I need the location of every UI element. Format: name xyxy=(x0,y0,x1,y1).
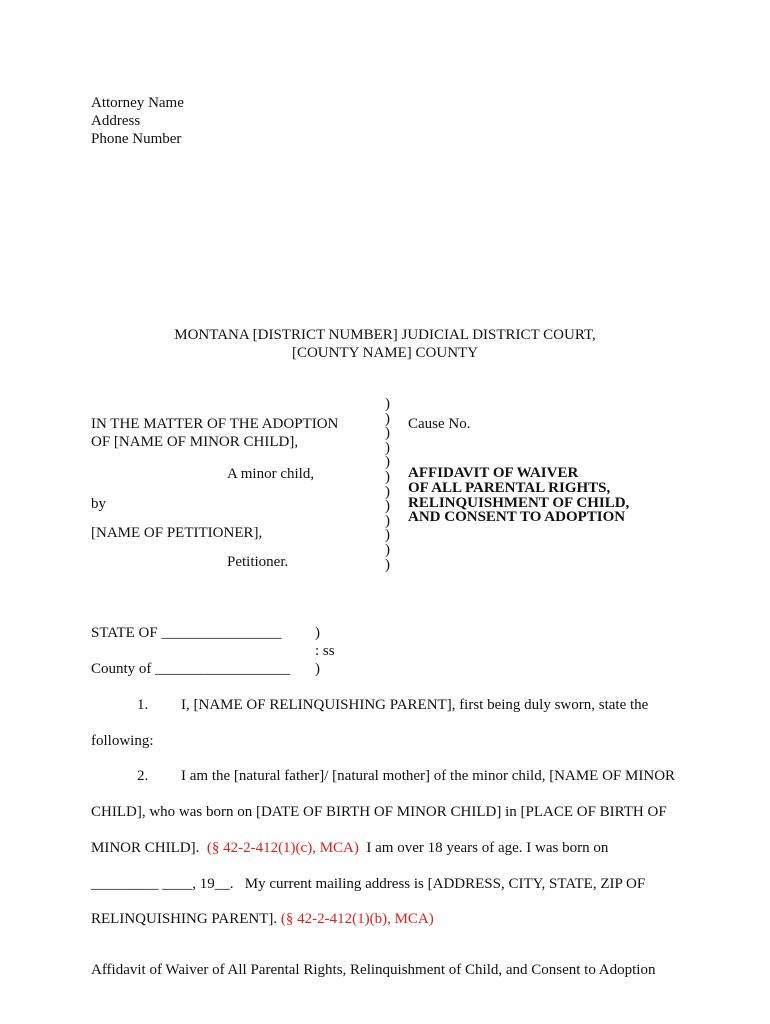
affidavit-title-line2: OF ALL PARENTAL RIGHTS, xyxy=(408,480,611,496)
attorney-name: Attorney Name xyxy=(91,95,184,111)
paragraph-2-line5 xyxy=(91,911,434,928)
caption-divider: ) ) ) ) ) ) ) ) ) ) ) ) xyxy=(385,396,390,573)
paragraph-2-line2: CHILD], who was born on [DATE OF BIRTH OF MINOR CHILD] in [PLACE OF BIRTH OF xyxy=(91,804,667,820)
paragraph-1-line2: following: xyxy=(91,733,154,749)
matter-line1: IN THE MATTER OF THE ADOPTION xyxy=(91,416,339,432)
paragraph-2-line4: _________ ____, 19__. My current mailing address is [ADDRESS, CITY, STATE, ZIP OF xyxy=(91,876,646,892)
venue-paren-bottom: ) xyxy=(315,661,320,677)
attorney-phone: Phone Number xyxy=(91,131,182,147)
matter-line2: OF [NAME OF MINOR CHILD], xyxy=(91,434,299,450)
venue-ss: : ss xyxy=(315,643,335,659)
paragraph-2-line3-text: MINOR CHILD]. xyxy=(91,840,200,856)
court-heading-line2: [COUNTY NAME] COUNTY xyxy=(291,345,479,361)
attorney-address: Address xyxy=(91,113,141,129)
cause-number: Cause No. xyxy=(408,416,471,432)
affidavit-title-line1: AFFIDAVIT OF WAIVER xyxy=(408,465,579,481)
affidavit-title-line4: AND CONSENT TO ADOPTION xyxy=(408,509,626,525)
paragraph-2-line1: I am the [natural father]/ [natural mother] of the minor child, [NAME OF MINOR xyxy=(181,768,676,784)
paragraph-2-number: 2. xyxy=(137,768,149,784)
citation-42-2-412-1-b: (§ 42-2-412(1)(b), MCA) xyxy=(280,911,434,927)
venue-state: STATE OF ________________ xyxy=(91,625,282,641)
minor-child-label: A minor child, xyxy=(227,466,315,482)
venue-county: County of __________________ xyxy=(91,661,291,677)
paragraph-2-line3-text-b: I am over 18 years of age. I was born on xyxy=(366,840,609,856)
citation-42-2-412-1-c: (§ 42-2-412(1)(c), MCA) xyxy=(206,840,359,856)
paragraph-2-line5-text: RELINQUISHING PARENT]. xyxy=(91,911,278,927)
page-footer: Affidavit of Waiver of All Parental Rights, Relinquishment of Child, and Consent to Adoption xyxy=(91,962,656,978)
affidavit-title-line3: RELINQUISHMENT OF CHILD, xyxy=(408,495,630,511)
court-heading-line1: MONTANA [DISTRICT NUMBER] JUDICIAL DISTRICT COURT, xyxy=(174,327,596,343)
petitioner-label: Petitioner. xyxy=(227,554,289,570)
paragraph-1-number: 1. xyxy=(137,697,149,713)
paragraph-2-line3 xyxy=(91,840,608,857)
petitioner-name: [NAME OF PETITIONER], xyxy=(91,525,263,541)
paragraph-1-line1: I, [NAME OF RELINQUISHING PARENT], first being duly sworn, state the xyxy=(181,697,649,713)
by-label: by xyxy=(91,496,106,512)
venue-paren-top: ) xyxy=(315,625,320,641)
